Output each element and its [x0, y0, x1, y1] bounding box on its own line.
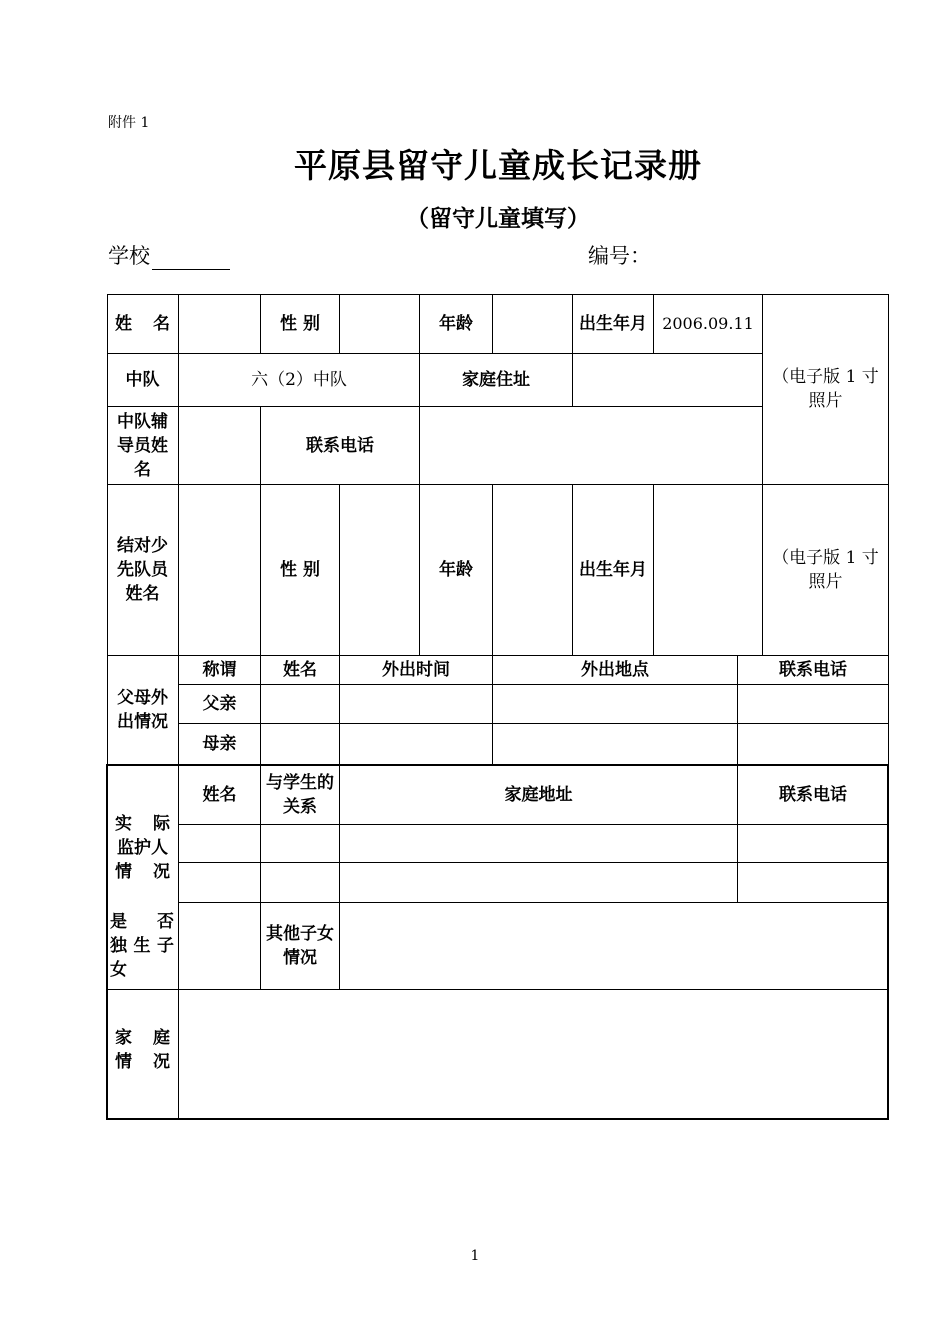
gender-value[interactable]: [340, 294, 420, 354]
guardian1-relation[interactable]: [261, 825, 340, 863]
mother-place-value[interactable]: [493, 724, 738, 765]
counselor-value[interactable]: [179, 407, 261, 485]
pair-label: 结对少先队员姓名: [107, 485, 179, 656]
out-time-col-header: 外出时间: [340, 656, 493, 685]
thick-bottom-border: [106, 1118, 889, 1120]
age-label: 年龄: [420, 294, 493, 354]
father-phone-value[interactable]: [738, 685, 889, 724]
guardian-phone-col-header: 联系电话: [738, 765, 889, 825]
father-name-value[interactable]: [261, 685, 340, 724]
guardian1-address[interactable]: [340, 825, 738, 863]
pair-photo-placeholder: （电子版 1 寸照片: [763, 485, 889, 656]
photo-placeholder: （电子版 1 寸照片: [763, 294, 889, 485]
school-field: [108, 240, 230, 270]
page-number: 1: [470, 1248, 480, 1264]
mother-label: 母亲: [179, 724, 261, 765]
other-children-label: 其他子女情况: [261, 903, 340, 990]
counselor-phone-label: 联系电话: [261, 407, 420, 485]
page-subtitle: （留守儿童填写）: [406, 205, 590, 232]
other-children-value[interactable]: [340, 903, 889, 990]
pair-name-value[interactable]: [179, 485, 261, 656]
home-addr-col-header: 家庭地址: [340, 765, 738, 825]
pair-birth-label: 出生年月: [573, 485, 654, 656]
home-address-value[interactable]: [573, 354, 763, 407]
pair-age-label: 年龄: [420, 485, 493, 656]
mother-phone-value[interactable]: [738, 724, 889, 765]
title-col-header: 称谓: [179, 656, 261, 685]
guardian2-name[interactable]: [179, 863, 261, 903]
mother-name-value[interactable]: [261, 724, 340, 765]
number-label: 编号：: [588, 244, 651, 268]
guardian2-phone[interactable]: [738, 863, 889, 903]
thick-left-border: [106, 765, 108, 1120]
counselor-phone-value[interactable]: [420, 407, 763, 485]
guardian2-relation[interactable]: [261, 863, 340, 903]
name-value[interactable]: [179, 294, 261, 354]
parent-name-col-header: 姓名: [261, 656, 340, 685]
father-label: 父亲: [179, 685, 261, 724]
pair-age-value[interactable]: [493, 485, 573, 656]
father-place-value[interactable]: [493, 685, 738, 724]
birth-label: 出生年月: [573, 294, 654, 354]
pair-gender-label: 性 别: [261, 485, 340, 656]
squadron-value[interactable]: 六（2）中队: [179, 354, 420, 407]
counselor-label: 中队辅导员姓名: [107, 407, 179, 485]
family-label: 家 庭 情 况: [107, 990, 179, 1120]
age-value[interactable]: [493, 294, 573, 354]
guardian1-name[interactable]: [179, 825, 261, 863]
gender-label: 性 别: [261, 294, 340, 354]
relation-col-header: 与学生的关系: [261, 765, 340, 825]
name-label: 姓 名: [107, 294, 179, 354]
home-address-label: 家庭住址: [420, 354, 573, 407]
pair-gender-value[interactable]: [340, 485, 420, 656]
parents-label: 父母外出情况: [107, 656, 179, 765]
pair-birth-value[interactable]: [654, 485, 763, 656]
mother-time-value[interactable]: [340, 724, 493, 765]
parent-phone-col-header: 联系电话: [738, 656, 889, 685]
thick-top-border: [106, 764, 889, 766]
guardian-name-col-header: 姓名: [179, 765, 261, 825]
school-label: 学校: [108, 244, 150, 268]
only-child-value[interactable]: [179, 903, 261, 990]
guardian1-phone[interactable]: [738, 825, 889, 863]
page-title: 平原县留守儿童成长记录册: [294, 146, 702, 185]
father-time-value[interactable]: [340, 685, 493, 724]
only-child-label: 是 否 独 生 子 女: [107, 903, 179, 990]
out-place-col-header: 外出地点: [493, 656, 738, 685]
birth-value[interactable]: 2006.09.11: [654, 294, 763, 354]
school-blank[interactable]: [152, 247, 230, 270]
guardian2-address[interactable]: [340, 863, 738, 903]
family-value[interactable]: [179, 990, 889, 1120]
thick-right-border: [887, 765, 889, 1120]
guardian-label: 实 际 监护人 情 况: [107, 765, 179, 903]
attachment-label: 附件 1: [108, 115, 150, 131]
squadron-label: 中队: [107, 354, 179, 407]
